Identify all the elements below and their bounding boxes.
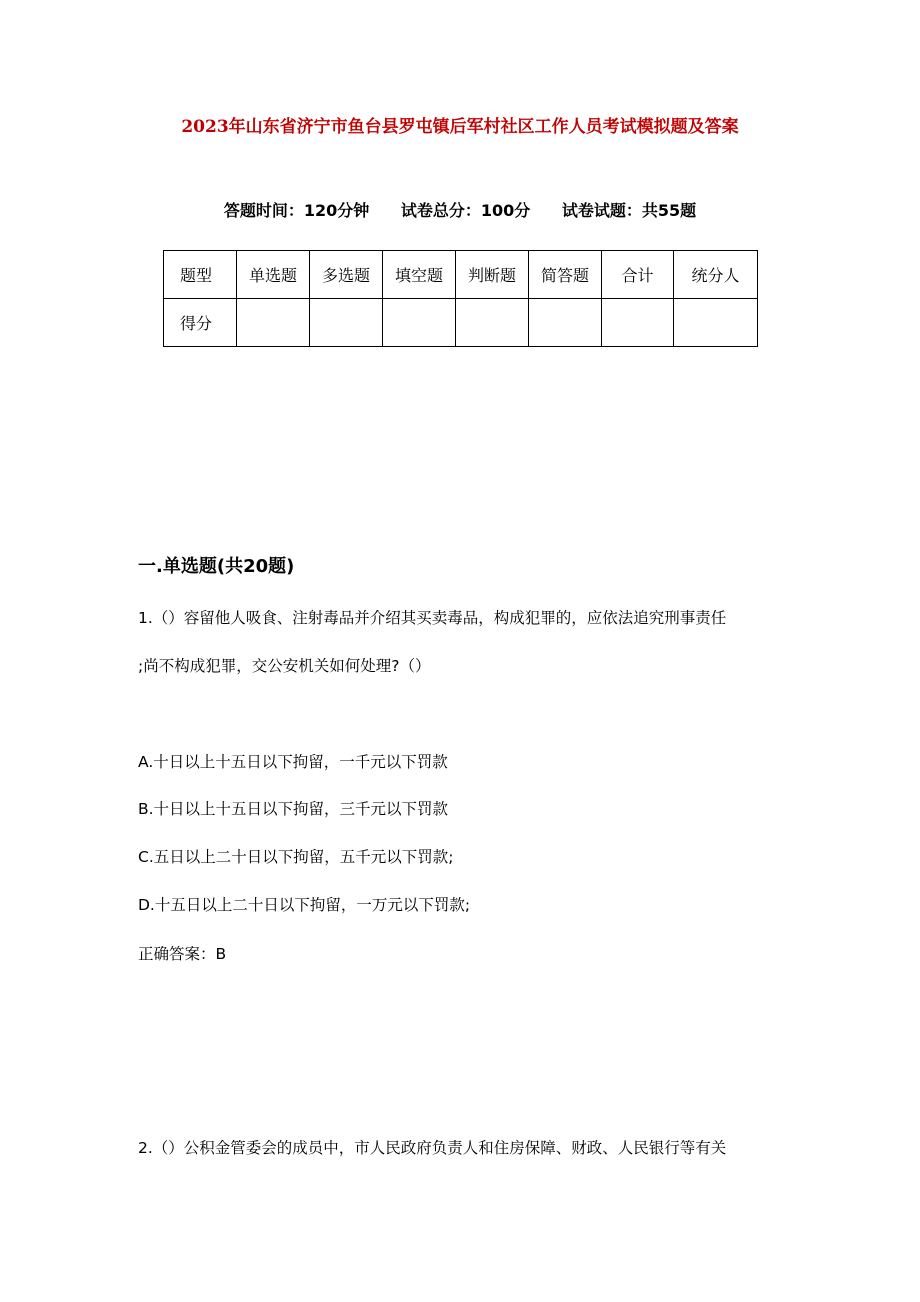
exam-time: 答题时间：120分钟 — [223, 201, 370, 220]
score-table-score-row — [164, 299, 758, 347]
header-cell-type: 题型 — [164, 251, 237, 299]
question-1-text-line-2: ;尚不构成犯罪，交公安机关如何处理?（） — [138, 657, 431, 675]
header-cell-single-choice: 单选题 — [237, 251, 310, 299]
score-table-header-row — [164, 251, 758, 299]
header-cell-fill-blank: 填空题 — [383, 251, 456, 299]
score-cell — [383, 299, 456, 347]
question-1-option-d: D.十五日以上二十日以下拘留，一万元以下罚款; — [138, 896, 471, 914]
header-cell-multiple-choice: 多选题 — [310, 251, 383, 299]
header-cell-short-answer: 简答题 — [529, 251, 602, 299]
exam-total-score: 试卷总分：100分 — [400, 201, 531, 220]
question-1-text-line-1: 1.（）容留他人吸食、注射毒品并介绍其买卖毒品，构成犯罪的，应依法追究刑事责任 — [138, 609, 727, 627]
document-title: 2023年山东省济宁市鱼台县罗屯镇后军村社区工作人员考试模拟题及答案 — [181, 117, 739, 137]
header-cell-total: 合计 — [602, 251, 674, 299]
question-1-option-a: A.十日以上十五日以下拘留，一千元以下罚款 — [138, 753, 448, 771]
exam-question-count: 试卷试题：共55题 — [561, 201, 697, 220]
score-table — [163, 250, 758, 347]
question-1-answer: 正确答案：B — [138, 945, 227, 963]
score-cell — [310, 299, 383, 347]
score-cell — [237, 299, 310, 347]
score-cell — [529, 299, 602, 347]
score-cell — [602, 299, 674, 347]
question-1-option-b: B.十日以上十五日以下拘留，三千元以下罚款 — [138, 800, 449, 818]
question-2-text-line-1: 2.（）公积金管委会的成员中，市人民政府负责人和住房保障、财政、人民银行等有关 — [138, 1139, 727, 1157]
score-row-label: 得分 — [164, 299, 237, 347]
header-cell-true-false: 判断题 — [456, 251, 529, 299]
score-cell — [674, 299, 758, 347]
exam-info-line — [0, 198, 920, 221]
section-heading-single-choice: 一.单选题(共20题) — [138, 556, 295, 577]
header-cell-scorer: 统分人 — [674, 251, 758, 299]
score-cell — [456, 299, 529, 347]
question-1-option-c: C.五日以上二十日以下拘留，五千元以下罚款; — [138, 848, 454, 866]
